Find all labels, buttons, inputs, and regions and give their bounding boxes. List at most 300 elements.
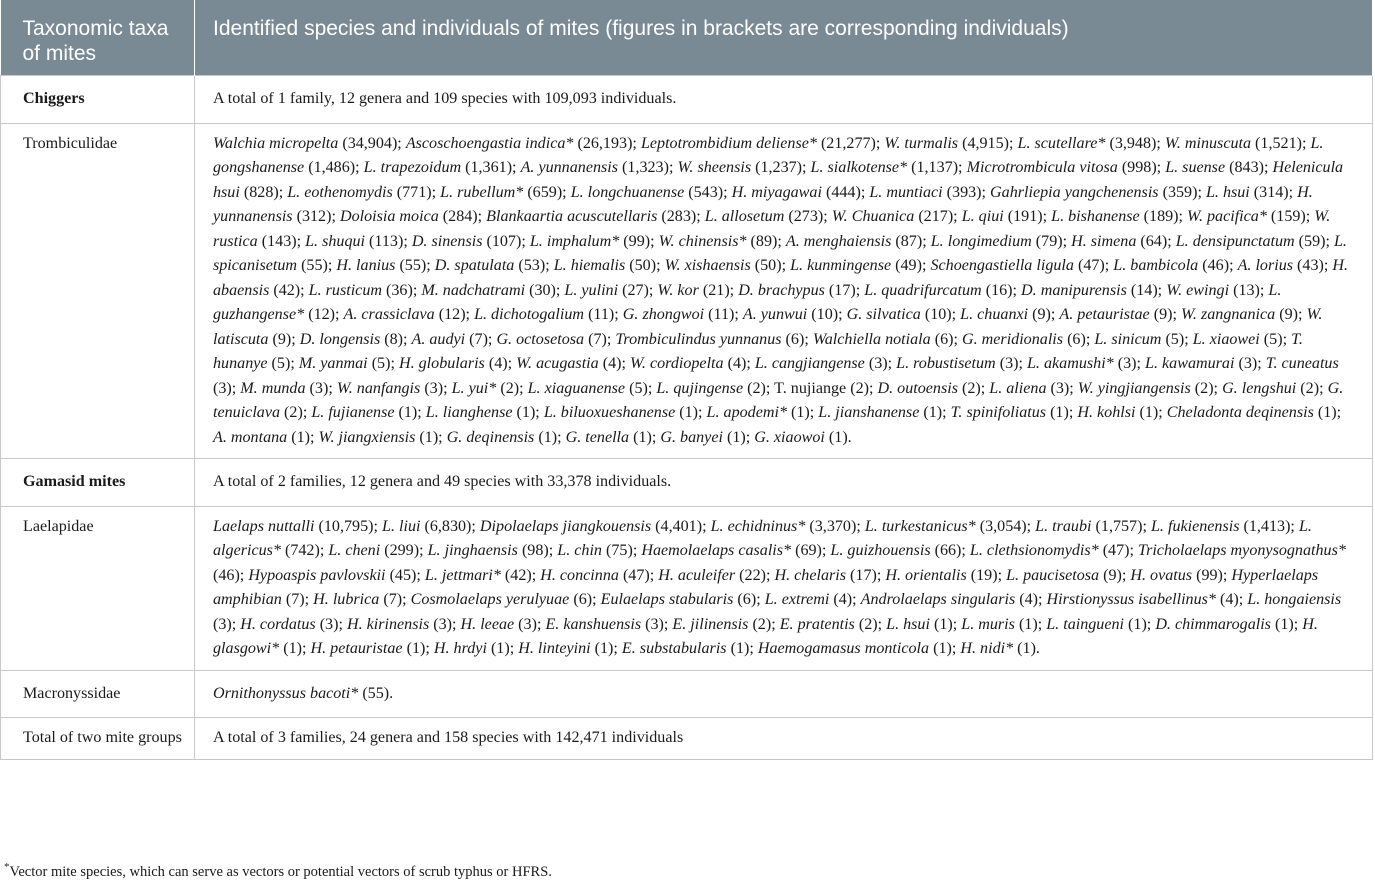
header-taxa: Taxonomic taxa of mites (1, 0, 195, 76)
species-count: (742); (280, 542, 329, 559)
species-entry (623, 306, 743, 323)
species-entry (313, 591, 410, 608)
species-entry (240, 380, 337, 397)
species-count: (1); (675, 404, 707, 421)
species-count: (3); (514, 615, 546, 633)
species-entry (864, 282, 1021, 299)
species-count: (6,830); (420, 517, 480, 535)
species-name: Haemolaelaps casalis* (641, 542, 792, 559)
species-list-macronyssidae (195, 670, 1373, 718)
species-name: W. chinensis* (658, 232, 747, 250)
species-name: H. globularis (398, 355, 485, 372)
species-entry (557, 542, 641, 559)
species-name: Microtrombicula vitosa (966, 159, 1118, 176)
species-name: E. pratentis (779, 615, 855, 633)
species-count: (4,915); (958, 134, 1018, 152)
species-name: Helenicula hsui (213, 159, 1344, 201)
species-name: L. eothenomydis (287, 183, 393, 201)
species-count: (1); (1046, 404, 1078, 421)
species-name: L. aliena (989, 379, 1047, 397)
species-name: A. crassiclava (343, 306, 435, 323)
species-name: L. sialkotense* (810, 159, 908, 176)
species-count: (1); (919, 404, 951, 421)
species-count: (2); (1190, 379, 1223, 397)
species-count: (49); (891, 257, 931, 274)
species-count: (64); (1136, 232, 1176, 250)
species-count: (2); (854, 615, 887, 633)
species-name: L. rusticum (308, 281, 382, 299)
species-name: L. hsui (1205, 183, 1250, 201)
species-entry (399, 355, 516, 372)
species-name: Hyperlaelaps amphibian (213, 566, 1319, 608)
species-count: (3); (420, 379, 452, 397)
table-header (1, 0, 1373, 76)
species-count: (13); (1229, 281, 1269, 299)
species-count: (17); (824, 281, 865, 299)
species-name: L. qujingense (656, 379, 744, 397)
species-name: Dipolaelaps jiangkouensis (479, 517, 652, 535)
species-entry (545, 616, 672, 633)
species-count: (5); (1259, 330, 1292, 348)
row-label-total: Total of two mite groups (1, 718, 195, 760)
species-entry (486, 208, 705, 225)
row-label-gamasid: Gamasid mites (1, 459, 195, 507)
species-count: (42); (269, 281, 309, 299)
species-name: Androlaelaps singularis (860, 591, 1016, 608)
species-count: (9); (1149, 306, 1181, 323)
species-count: (3); (1046, 379, 1078, 397)
species-entry (213, 135, 406, 152)
species-name: L. muris (961, 615, 1015, 633)
species-entry (990, 184, 1206, 201)
species-entry (564, 282, 657, 299)
species-count: (3,054); (975, 517, 1036, 535)
species-name: W. jiangxiensis (318, 428, 416, 446)
species-name: D. brachypus (738, 281, 825, 299)
species-count: (1); (394, 404, 426, 421)
species-count: (3); (213, 615, 241, 633)
species-name: L. traubi (1035, 517, 1092, 535)
species-count: (217); (914, 208, 962, 225)
table-row-macronyssidae (1, 670, 1373, 718)
species-entry (707, 404, 819, 421)
species-entry (1176, 233, 1334, 250)
row-label-laelapidae: Laelapidae (1, 506, 195, 670)
species-name: H. orientalis (885, 566, 967, 584)
species-entry (677, 159, 810, 176)
species-entry (765, 591, 861, 608)
species-entry (656, 380, 774, 397)
table-row-chiggers (1, 76, 1373, 124)
species-entry (884, 135, 1017, 152)
species-entry (830, 542, 970, 559)
species-count: (5); (367, 355, 399, 372)
species-entry (554, 257, 665, 274)
species-entry (878, 380, 990, 397)
species-count: (843); (1225, 159, 1273, 176)
species-count: (143); (257, 232, 306, 250)
row-text-gamasid: A total of 2 families, 12 genera and 49 species with 33,378 individuals. (195, 459, 1373, 507)
species-count: (9); (268, 330, 300, 348)
species-name: D. outoensis (877, 379, 958, 397)
species-count: (1); (486, 640, 519, 657)
species-count: (1). (824, 428, 852, 446)
species-name: L. cangjiangense (754, 355, 865, 372)
species-entry (1206, 184, 1297, 201)
species-count: (99); (619, 232, 659, 250)
row-text-chiggers: A total of 1 family, 12 genera and 109 species with 109,093 individuals. (195, 76, 1373, 124)
species-count: (359); (1158, 183, 1206, 201)
species-count: (1); (929, 615, 962, 633)
species-count: (47); (618, 566, 659, 584)
species-count: (3); (315, 615, 347, 633)
species-count: (59); (1294, 232, 1334, 250)
species-name: E. kanshuensis (545, 615, 642, 633)
species-count: (7); (584, 330, 616, 348)
species-name: L. gongshanense (213, 134, 1324, 176)
species-count: (2); (280, 404, 312, 421)
species-entry (310, 640, 433, 657)
species-entry (790, 257, 930, 274)
species-count: (284); (438, 208, 487, 225)
species-name: L. chuanxi (960, 306, 1029, 323)
species-name: L. sinicum (1094, 330, 1162, 348)
species-entry (1113, 257, 1237, 274)
species-entry (496, 331, 615, 348)
species-name: L. xiaguanense (527, 379, 626, 397)
species-count: (5); (1161, 330, 1193, 348)
species-name: H. chelaris (774, 566, 847, 584)
species-entry (847, 306, 961, 323)
species-name: H. glasgowi* (213, 615, 1318, 657)
species-entry (1035, 518, 1151, 535)
species-name: L. muntiaci (869, 183, 943, 201)
species-name: D. longensis (299, 330, 381, 348)
species-count: (4); (484, 355, 517, 372)
species-entry (1059, 306, 1181, 323)
species-name: L. yui* (451, 379, 497, 397)
species-entry (344, 306, 475, 323)
species-name: W. sheensis (677, 159, 752, 176)
species-name: L. fukienensis (1150, 517, 1240, 535)
species-entry (861, 591, 1047, 608)
species-entry (480, 518, 711, 535)
species-name: G. banyei (660, 428, 723, 446)
species-name: L. longimedium (930, 232, 1032, 250)
table-footnote (4, 857, 552, 882)
species-count: (2); (957, 379, 990, 397)
table-row-gamasid (1, 459, 1373, 507)
species-name: A. audyi (411, 330, 466, 348)
species-count: (55); (297, 257, 337, 274)
species-name: Schoengastiella ligula (930, 257, 1074, 274)
species-count: (314); (1249, 183, 1298, 201)
species-name: H. nidi* (960, 640, 1014, 657)
species-name: L. extremi (764, 591, 830, 608)
species-name: L. clethsionomydis* (969, 542, 1099, 559)
species-entry (540, 567, 658, 584)
species-count: (7); (465, 330, 497, 348)
species-name: L. longchuanense (570, 183, 685, 201)
species-count: (3); (1113, 355, 1146, 372)
species-name: L. lianghense (425, 404, 513, 421)
header-species: Identified species and individuals of mites (figures in brackets are corresponding individuals) (195, 0, 1373, 76)
species-count: (283); (657, 208, 705, 225)
species-name: E. jilinensis (672, 615, 749, 633)
species-name: L. guzhangense* (213, 281, 1282, 323)
species-name: W. Chuanica (831, 208, 915, 225)
species-entry (931, 233, 1071, 250)
species-name: T. nujiange (774, 379, 847, 397)
species-name: L. kawamurai (1145, 355, 1235, 372)
species-entry (970, 542, 1138, 559)
species-name: G. zhongwoi (622, 306, 705, 323)
species-count: (1); (1014, 615, 1047, 633)
species-entry (340, 208, 486, 225)
species-name: H. kirinensis (346, 615, 430, 633)
species-count: (191); (1003, 208, 1052, 225)
species-count: (42); (500, 566, 541, 584)
species-entry (1165, 135, 1311, 152)
species-entry (1165, 159, 1272, 176)
species-count: (828); (239, 183, 288, 201)
species-entry (630, 355, 755, 372)
species-count: (4); (723, 355, 755, 372)
species-count: (1); (534, 428, 566, 446)
species-name: M. munda (240, 379, 306, 397)
species-count: (17); (846, 566, 886, 584)
species-entry (426, 404, 544, 421)
species-entry (813, 331, 962, 348)
species-entry (1193, 331, 1291, 348)
species-name: Walchia micropelta (213, 134, 339, 152)
species-entry (213, 518, 382, 535)
species-entry (411, 591, 601, 608)
species-count: (3); (305, 379, 337, 397)
species-count: (89); (746, 232, 786, 250)
species-count: (1); (590, 640, 622, 657)
species-entry (615, 331, 812, 348)
species-count: (87); (891, 232, 931, 250)
species-name: H. simena (1071, 232, 1137, 250)
row-label-trombiculidae: Trombiculidae (1, 123, 195, 459)
species-entry (1187, 208, 1314, 225)
species-count: (1); (512, 404, 544, 421)
species-name: G. tenella (565, 428, 630, 446)
species-count: (2); (743, 379, 775, 397)
species-count: (273); (784, 208, 832, 225)
species-name: L. hsui (886, 615, 930, 633)
species-count: (3,370); (805, 517, 865, 535)
species-name: Eulaelaps stabularis (600, 591, 734, 608)
species-entry (658, 567, 774, 584)
species-count: (22); (735, 566, 775, 584)
species-name: W. yingjiangensis (1077, 379, 1191, 397)
species-count: (4); (598, 355, 630, 372)
species-count: (21,277); (816, 134, 885, 152)
species-name: Blankaartia acuscutellaris (486, 208, 658, 225)
table-row-trombiculidae (1, 123, 1373, 459)
row-label-chiggers: Chiggers (1, 76, 195, 124)
species-name: W. rustica (213, 208, 1331, 250)
species-count: (45); (385, 566, 425, 584)
species-entry (1181, 306, 1306, 323)
species-entry (518, 640, 622, 657)
species-entry (412, 233, 530, 250)
species-name: A. menghaiensis (785, 232, 892, 250)
species-name: H. yunnanensis (213, 183, 1313, 225)
species-count: (1,323); (618, 159, 678, 176)
species-name: Ascoschoengastia indica* (405, 134, 574, 152)
species-entry (421, 282, 564, 299)
species-count: (2); (748, 615, 780, 633)
species-entry (452, 380, 528, 397)
species-entry (1167, 404, 1341, 421)
species-entry (962, 208, 1051, 225)
species-count: (11); (704, 306, 743, 323)
species-count: (19); (966, 566, 1007, 584)
species-count: (1); (629, 428, 661, 446)
species-name: W. nanfangis (336, 379, 421, 397)
species-count: (26,193); (573, 134, 641, 152)
species-entry (869, 184, 990, 201)
species-entry (774, 380, 877, 397)
species-entry (1145, 355, 1266, 372)
species-count: (10,795); (314, 517, 382, 535)
species-count: (3); (213, 379, 241, 397)
species-entry (967, 159, 1166, 176)
species-name: D. manipurensis (1021, 281, 1127, 299)
species-name: T. hunanye (213, 330, 1303, 372)
species-count: (36); (382, 281, 422, 299)
species-name: L. trapezoidum (363, 159, 462, 176)
species-count: (8); (380, 330, 412, 348)
species-entry (886, 616, 961, 633)
species-count: (9); (1028, 306, 1060, 323)
species-entry (960, 640, 1040, 657)
species-count: (46); (213, 566, 249, 584)
species-count: (6); (733, 591, 765, 608)
species-entry (743, 306, 847, 323)
species-name: Laelaps nuttalli (213, 517, 315, 535)
species-entry (425, 567, 540, 584)
species-entry (435, 257, 554, 274)
species-name: W. latiscuta (213, 306, 1323, 348)
species-count: (7); (379, 591, 411, 608)
species-entry (299, 355, 399, 372)
species-entry (641, 542, 830, 559)
species-name: W. xishaensis (664, 257, 751, 274)
species-name: L. apodemi* (706, 404, 787, 421)
species-name: H. aculeifer (658, 566, 736, 584)
species-entry (1151, 518, 1299, 535)
species-name: L. paucisetosa (1006, 566, 1100, 584)
species-entry (1166, 282, 1268, 299)
species-entry (412, 331, 497, 348)
species-count: (2); (496, 379, 528, 397)
species-count: (444); (821, 183, 870, 201)
species-count: (50); (625, 257, 665, 274)
species-count: (27); (618, 281, 658, 299)
species-name: A. yunwui (742, 306, 808, 323)
species-count: (1); (279, 640, 311, 657)
species-entry (622, 640, 758, 657)
species-entry (1222, 380, 1328, 397)
species-name: H. cordatus (240, 615, 316, 633)
species-count: (1); (787, 404, 819, 421)
species-count: (14); (1126, 281, 1167, 299)
species-count: (1); (415, 428, 447, 446)
species-entry (305, 233, 412, 250)
species-name: H. linteyini (518, 640, 591, 657)
species-entry (659, 233, 786, 250)
species-entry (528, 380, 657, 397)
species-count: (4,401); (651, 517, 711, 535)
species-entry (832, 208, 962, 225)
species-count: (53); (514, 257, 554, 274)
species-count: (393); (942, 183, 991, 201)
species-count: (1); (1124, 615, 1156, 633)
species-count: (6); (1063, 330, 1095, 348)
species-count: (75); (601, 542, 642, 559)
species-count: (98); (517, 542, 558, 559)
species-name: G. octosetosa (496, 330, 585, 348)
species-name: A. yunnanensis (520, 159, 619, 176)
species-name: Cosmolaelaps yerulyuae (410, 591, 570, 608)
species-entry (311, 404, 425, 421)
species-list-trombiculidae (195, 123, 1373, 459)
species-name: Hirstionyssus isabellinus* (1046, 591, 1216, 608)
species-name: T. spinifoliatus (950, 404, 1047, 421)
species-count: (1); (402, 640, 434, 657)
species-count: (69); (791, 542, 831, 559)
species-count: (998); (1117, 159, 1166, 176)
species-count: (159); (1266, 208, 1315, 225)
species-entry (818, 404, 950, 421)
species-entry (516, 355, 630, 372)
species-entry (328, 542, 427, 559)
species-name: Doloisia moica (339, 208, 439, 225)
species-name: M. yanmai (298, 355, 368, 372)
species-name: L. liui (382, 517, 421, 535)
species-count: (11); (584, 306, 623, 323)
species-name: L. turkestanicus* (864, 517, 976, 535)
species-count: (107); (482, 232, 530, 250)
species-count: (50); (750, 257, 791, 274)
species-name: H. abaensis (213, 257, 1349, 299)
species-count: (1); (1135, 404, 1167, 421)
species-entry (544, 404, 707, 421)
species-name: L. taingueni (1046, 615, 1125, 633)
species-entry (1078, 380, 1222, 397)
species-entry (434, 640, 518, 657)
species-entry (1155, 616, 1302, 633)
species-name: T. cuneatus (1265, 355, 1339, 372)
species-name: L. guizhouensis (830, 542, 931, 559)
species-name: Trombiculindus yunnanus (615, 330, 782, 348)
footnote-marker: * (4, 861, 10, 873)
species-count: (1); (722, 428, 755, 446)
species-name: L. echidninus* (710, 517, 806, 535)
species-name: H. lubrica (313, 591, 380, 608)
species-count: (9); (1099, 566, 1131, 584)
species-count: (6); (930, 330, 962, 348)
species-entry (754, 429, 851, 446)
species-count: (1); (1270, 615, 1303, 633)
species-entry (213, 685, 393, 702)
row-label-macronyssidae: Macronyssidae (1, 670, 195, 718)
species-count: (1,757); (1091, 517, 1151, 535)
